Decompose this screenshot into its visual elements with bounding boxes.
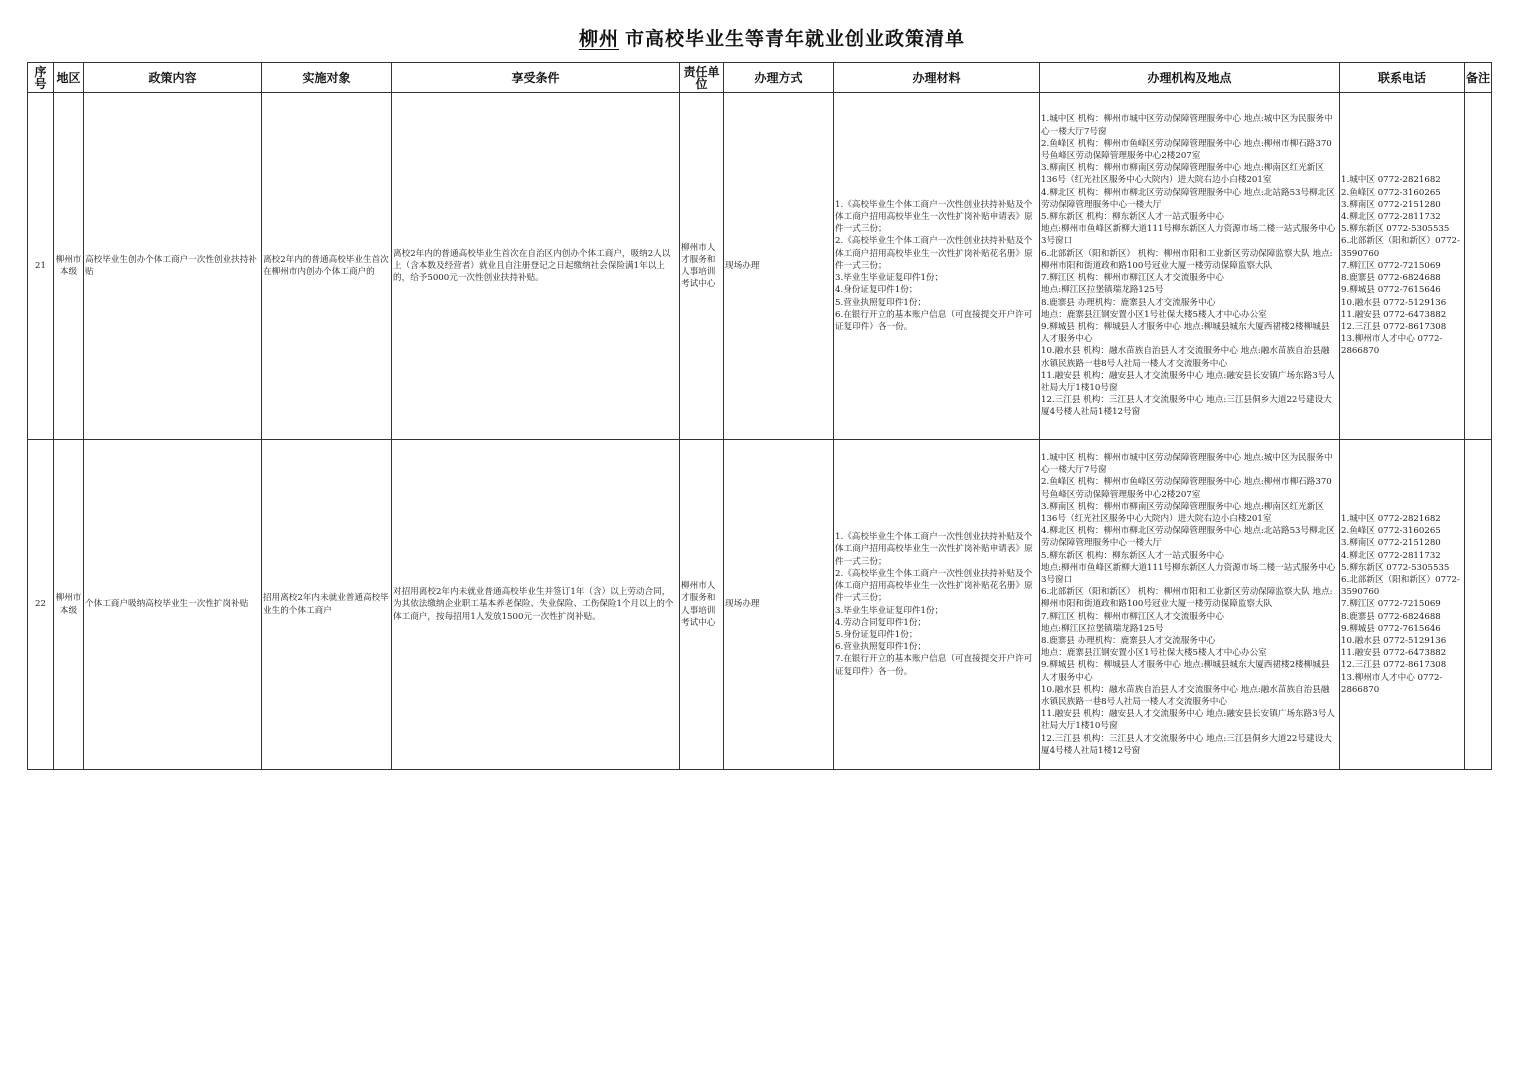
- table-row: [28, 440, 1492, 770]
- col-header-offices: 办理机构及地点: [1040, 63, 1340, 93]
- col-header-materials: 办理材料: [834, 63, 1040, 93]
- phone-item: 7.柳江区 0772-7215069: [1341, 599, 1441, 610]
- material-item: 5.身份证复印件1份；: [835, 629, 918, 640]
- phone-item: 9.柳城县 0772-7615646: [1341, 623, 1441, 634]
- office-item: 5.柳东新区 机构：柳东新区人才一站式服务中心: [1041, 550, 1224, 561]
- phone-item: 4.柳北区 0772-2811732: [1341, 212, 1441, 223]
- col-header-num: 序号: [28, 63, 54, 93]
- phone-item: 3.柳南区 0772-2151280: [1341, 199, 1441, 210]
- material-item: 2.《高校毕业生个体工商户一次性创业扶持补贴及个体工商户招用高校毕业生一次性扩岗补贴花名册》原件一式三份；: [835, 568, 1033, 604]
- col-header-policy: 政策内容: [84, 63, 262, 93]
- office-item: 9.柳城县 机构：柳城县人才服务中心 地点:柳城县城东大厦西裙楼2楼柳城县人才服务中心: [1041, 321, 1330, 345]
- title-city: 柳州: [578, 28, 619, 50]
- phone-item: 12.三江县 0772-8617308: [1341, 660, 1447, 671]
- office-item: 地点:柳江区拉堡镇瑞龙路125号: [1041, 623, 1164, 634]
- office-item: 1.城中区 机构：柳州市城中区劳动保障管理服务中心 地点:城中区为民服务中心一楼大厅7号窗: [1041, 452, 1333, 476]
- phone-item: 6.北部新区（阳和新区）0772-3590760: [1341, 236, 1460, 259]
- office-item: 2.鱼峰区 机构：柳州市鱼峰区劳动保障管理服务中心 地点:柳州市柳石路370号鱼峰区劳动保障管理服务中心2楼207室: [1041, 477, 1332, 500]
- office-item: 7.柳江区 机构：柳州市柳江区人才交流服务中心: [1041, 611, 1224, 622]
- office-item: 地点：鹿寨县江钢安置小区1号社保大楼5楼人才中心办公室: [1041, 309, 1267, 320]
- office-item: 10.融水县 机构：融水苗族自治县人才交流服务中心 地点:融水苗族自治县融水镇民族路一巷8号人社局一楼人才交流服务中心: [1041, 684, 1330, 708]
- cell-target: 招用离校2年内未就业普通高校毕业生的个体工商户: [262, 440, 392, 770]
- phone-item: 5.柳东新区 0772-5305535: [1341, 562, 1450, 573]
- cell-note: [1465, 440, 1492, 770]
- office-item: 6.北部新区（阳和新区） 机构：柳州市阳和工业新区劳动保障监察大队 地点:柳州市阳和街道政和路100号冠业大厦一楼劳动保障监察大队: [1041, 248, 1333, 271]
- phone-item: 11.融安县 0772-6473882: [1341, 309, 1447, 320]
- col-header-region: 地区: [54, 63, 84, 93]
- phone-item: 1.城中区 0772-2821682: [1341, 513, 1441, 524]
- cell-phones: [1340, 93, 1465, 440]
- phone-item: 1.城中区 0772-2821682: [1341, 175, 1441, 186]
- office-item: 1.城中区 机构：柳州市城中区劳动保障管理服务中心 地点:城中区为民服务中心一楼大厅7号窗: [1041, 114, 1333, 137]
- phone-item: 8.鹿寨县 0772-6824688: [1341, 611, 1441, 622]
- phone-item: 8.鹿寨县 0772-6824688: [1341, 273, 1441, 284]
- office-item: 11.融安县 机构：融安县人才交流服务中心 地点:融安县长安镇广场东路3号人社局大厅1楼10号窗: [1041, 709, 1335, 732]
- office-item: 3.柳南区 机构：柳州市柳南区劳动保障管理服务中心 地点:柳南区红光新区136号（红光社区服务中心大院内）进大院右边小白楼201室: [1041, 163, 1324, 186]
- office-item: 7.柳江区 机构：柳州市柳江区人才交流服务中心: [1041, 273, 1224, 284]
- cell-method: 现场办理: [724, 93, 834, 440]
- phone-item: 11.融安县 0772-6473882: [1341, 648, 1447, 659]
- phone-item: 7.柳江区 0772-7215069: [1341, 260, 1441, 271]
- table-header-row: [28, 63, 1492, 93]
- office-item: 3.柳南区 机构：柳州市柳南区劳动保障管理服务中心 地点:柳南区红光新区136号（红光社区服务中心大院内）进大院右边小白楼201室: [1041, 501, 1324, 524]
- phone-item: 13.柳州市人才中心 0772-2866870: [1341, 672, 1443, 695]
- material-item: 7.在银行开立的基本账户信息（可直接提交开户许可证复印件）各一份。: [835, 654, 1033, 677]
- cell-policy: 高校毕业生创办个体工商户一次性创业扶持补贴: [84, 93, 262, 440]
- cell-region: 柳州市本级: [54, 93, 84, 440]
- office-item: 9.柳城县 机构：柳城县人才服务中心 地点:柳城县城东大厦西裙楼2楼柳城县人才服务中心: [1041, 660, 1330, 683]
- office-item: 12.三江县 机构：三江县人才交流服务中心 地点:三江县侗乡大道22号建设大厦4号楼人社局1楼12号窗: [1041, 733, 1332, 756]
- cell-offices: [1040, 440, 1340, 770]
- cell-unit: 柳州市人才服务和人事培训考试中心: [680, 440, 724, 770]
- cell-unit: 柳州市人才服务和人事培训考试中心: [680, 93, 724, 440]
- col-header-target: 实施对象: [262, 63, 392, 93]
- cell-region: 柳州市本级: [54, 440, 84, 770]
- material-item: 3.毕业生毕业证复印件1份；: [835, 273, 944, 284]
- cell-materials: [834, 93, 1040, 440]
- office-item: 地点：鹿寨县江钢安置小区1号社保大楼5楼人才中心办公室: [1041, 648, 1267, 659]
- phone-item: 3.柳南区 0772-2151280: [1341, 538, 1441, 549]
- office-item: 12.三江县 机构：三江县人才交流服务中心 地点:三江县侗乡大道22号建设大厦4号楼人社局1楼12号窗: [1041, 395, 1332, 418]
- material-item: 5.营业执照复印件1份；: [835, 297, 927, 308]
- phone-item: 2.鱼峰区 0772-3160265: [1341, 526, 1441, 537]
- phone-item: 4.柳北区 0772-2811732: [1341, 550, 1441, 561]
- phone-item: 12.三江县 0772-8617308: [1341, 321, 1447, 332]
- office-item: 8.鹿寨县 办理机构：鹿寨县人才交流服务中心: [1041, 636, 1216, 646]
- office-item: 5.柳东新区 机构：柳东新区人才一站式服务中心: [1041, 212, 1224, 223]
- office-item: 4.柳北区 机构：柳州市柳北区劳动保障管理服务中心 地点:北站路53号柳北区劳动保障管理服务中心一楼大厅: [1041, 526, 1335, 549]
- col-header-note: 备注: [1465, 63, 1492, 93]
- phone-item: 10.融水县 0772-5129136: [1341, 297, 1447, 308]
- phone-item: 9.柳城县 0772-7615646: [1341, 285, 1441, 296]
- material-item: 6.营业执照复印件1份；: [835, 642, 927, 653]
- material-item: 3.毕业生毕业证复印件1份；: [835, 605, 944, 616]
- cell-policy: 个体工商户吸纳高校毕业生一次性扩岗补贴: [84, 440, 262, 770]
- cell-target: 离校2年内的普通高校毕业生首次在柳州市内创办个体工商户的: [262, 93, 392, 440]
- page-title: [0, 24, 1520, 51]
- col-header-conditions: 享受条件: [392, 63, 680, 93]
- material-item: 6.在银行开立的基本账户信息（可直接提交开户许可证复印件）各一份。: [835, 309, 1033, 332]
- office-item: 地点:柳州市鱼峰区新柳大道111号柳东新区人力资源市场二楼一站式服务中心3号窗口: [1041, 562, 1336, 585]
- office-item: 地点:柳江区拉堡镇瑞龙路125号: [1041, 285, 1164, 296]
- material-item: 4.劳动合同复印件1份；: [835, 617, 927, 628]
- phone-item: 10.融水县 0772-5129136: [1341, 636, 1447, 646]
- office-item: 2.鱼峰区 机构：柳州市鱼峰区劳动保障管理服务中心 地点:柳州市柳石路370号鱼峰区劳动保障管理服务中心2楼207室: [1041, 138, 1332, 162]
- cell-note: [1465, 93, 1492, 440]
- cell-num: 21: [28, 93, 54, 440]
- material-item: 1.《高校毕业生个体工商户一次性创业扶持补贴及个体工商户招用高校毕业生一次性扩岗补贴申请表》原件一式三份；: [835, 199, 1033, 235]
- office-item: 6.北部新区（阳和新区） 机构：柳州市阳和工业新区劳动保障监察大队 地点:柳州市阳和街道政和路100号冠业大厦一楼劳动保障监察大队: [1041, 587, 1333, 610]
- cell-conditions: 对招用离校2年内未就业普通高校毕业生并签订1年（含）以上劳动合同，为其依法缴纳企业职工基本养老保险、失业保险、工伤保险1个月以上的个体工商户，按每招用1人发放1500元一次性扩岗补贴。: [392, 440, 680, 770]
- material-item: 1.《高校毕业生个体工商户一次性创业扶持补贴及个体工商户招用高校毕业生一次性扩岗补贴申请表》原件一式三份；: [835, 532, 1033, 567]
- office-item: 10.融水县 机构：融水苗族自治县人才交流服务中心 地点:融水苗族自治县融水镇民族路一巷8号人社局一楼人才交流服务中心: [1041, 346, 1330, 369]
- cell-method: 现场办理: [724, 440, 834, 770]
- cell-materials: [834, 440, 1040, 770]
- material-item: 4.身份证复印件1份；: [835, 285, 918, 296]
- policy-table: [27, 62, 1492, 770]
- phone-item: 13.柳州市人才中心 0772-2866870: [1341, 334, 1443, 357]
- col-header-phones: 联系电话: [1340, 63, 1465, 93]
- title-text: 市高校毕业生等青年就业创业政策清单: [625, 28, 966, 50]
- office-item: 8.鹿寨县 办理机构：鹿寨县人才交流服务中心: [1041, 297, 1216, 308]
- material-item: 2.《高校毕业生个体工商户一次性创业扶持补贴及个体工商户招用高校毕业生一次性扩岗补贴花名册》原件一式三份；: [835, 236, 1033, 271]
- col-header-unit: 责任单位: [680, 63, 724, 93]
- col-header-method: 办理方式: [724, 63, 834, 93]
- cell-conditions: 离校2年内的普通高校毕业生首次在自治区内创办个体工商户，吸纳2人以上（含本数及经营者）就业且自注册登记之日起缴纳社会保险满1年以上的，给予5000元一次性创业扶持补贴。: [392, 93, 680, 440]
- office-item: 地点:柳州市鱼峰区新柳大道111号柳东新区人力资源市场二楼一站式服务中心3号窗口: [1041, 224, 1336, 247]
- office-item: 11.融安县 机构：融安县人才交流服务中心 地点:融安县长安镇广场东路3号人社局大厅1楼10号窗: [1041, 370, 1335, 393]
- cell-phones: [1340, 440, 1465, 770]
- phone-item: 5.柳东新区 0772-5305535: [1341, 224, 1450, 235]
- cell-offices: [1040, 93, 1340, 440]
- cell-num: 22: [28, 440, 54, 770]
- phone-item: 6.北部新区（阳和新区）0772-3590760: [1341, 574, 1460, 598]
- office-item: 4.柳北区 机构：柳州市柳北区劳动保障管理服务中心 地点:北站路53号柳北区劳动保障管理服务中心一楼大厅: [1041, 187, 1335, 210]
- table-row: [28, 93, 1492, 440]
- phone-item: 2.鱼峰区 0772-3160265: [1341, 187, 1441, 198]
